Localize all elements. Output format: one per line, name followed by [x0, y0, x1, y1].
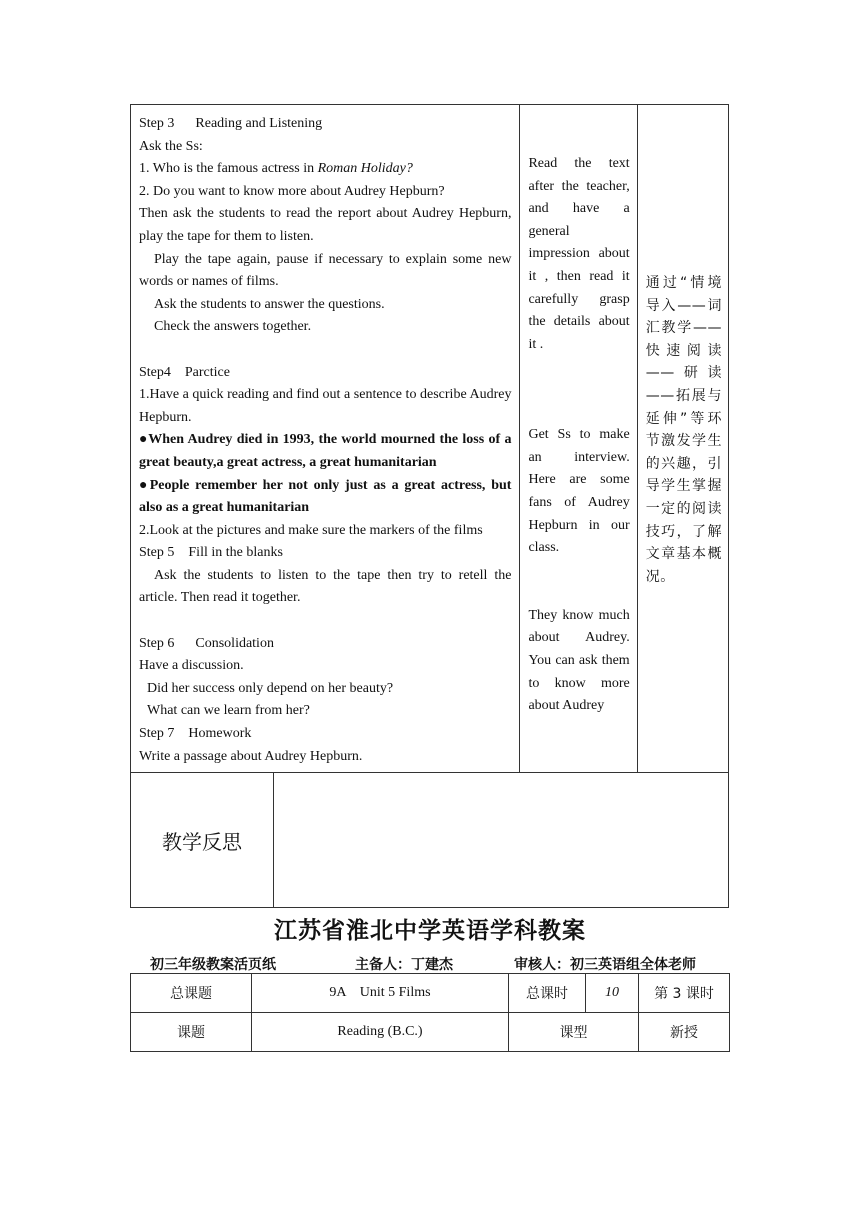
bullet-sentence-2: ●People remember her not only just as a great actress, but also as a great humanitarian: [139, 477, 512, 516]
step7-heading: Step 7 Homework: [139, 726, 252, 742]
know-much-activity: They know much about Audrey. You can ask them to know more about Audrey: [528, 607, 630, 714]
preparer-label: 主备人：丁建杰: [355, 957, 453, 973]
reflection-content: [274, 773, 729, 907]
type-value: 新授: [639, 1013, 730, 1052]
step3-heading: Step 3 Reading and Listening: [139, 116, 323, 131]
reflection-row: [131, 773, 729, 908]
look-pictures-text: 2.Look at the pictures and make sure the markers of the films: [139, 522, 483, 538]
total-hours-label: 总课时: [509, 974, 586, 1013]
lesson-label: 课题: [131, 1013, 252, 1052]
quick-reading-text: 1.Have a quick reading and find out a sentence to describe Audrey Hepburn.: [139, 387, 512, 425]
then-ask-text: Then ask the students to read the report about Audrey Hepburn, play the tape for them to listen.: [139, 206, 512, 244]
lesson-number: 第 3 课时: [639, 974, 730, 1013]
lesson-info-table: [130, 973, 730, 1052]
reviewer-label: 审核人：初三英语组全体老师: [514, 957, 696, 973]
play-again-text: Play the tape again, pause if necessary to explain some new words or names of films.: [139, 251, 512, 290]
listen-retell-text: Ask the students to listen to the tape then try to retell the article. Then read it together.: [139, 567, 512, 606]
design-intent-cell: [637, 105, 728, 773]
lesson-value: Reading (B.C.): [252, 1013, 509, 1052]
teaching-procedure-cell: [131, 105, 520, 773]
grade-sheet-label: 初三年级教案活页纸: [150, 957, 276, 973]
page-title: 江苏省淮北中学英语学科教案: [274, 918, 586, 944]
step6-heading: Step 6 Consolidation: [139, 635, 274, 651]
step4-heading: Step4 Parctice: [139, 364, 230, 380]
read-text-activity: Read the text after the teacher, and have a general impression about it , then read it carefully grasp the details about it .: [528, 156, 630, 352]
learn-question: What can we learn from her?: [147, 703, 310, 719]
step5-heading: Step 5 Fill in the blanks: [139, 545, 283, 561]
topic-value: 9A Unit 5 Films: [252, 974, 509, 1013]
reflection-label: 教学反思: [131, 773, 274, 907]
ask-answer-text: Ask the students to answer the questions.: [154, 296, 385, 312]
success-question: Did her success only depend on her beauty?: [147, 680, 394, 696]
topic-label: 总课题: [131, 974, 252, 1013]
lesson-plan-table: [130, 104, 729, 908]
question-2: 2. Do you want to know more about Audrey Hepburn?: [139, 183, 445, 199]
homework-text: Write a passage about Audrey Hepburn.: [139, 748, 363, 764]
total-hours-value: 10: [586, 974, 639, 1013]
question-1: 1. Who is the famous actress in Roman Holiday?: [139, 161, 413, 177]
discussion-text: Have a discussion.: [139, 658, 244, 674]
student-activity-cell: [520, 105, 637, 773]
type-label: 课型: [509, 1013, 639, 1052]
design-intent-text: 通过“情境导入——词汇教学——快速阅读——研读——拓展与延伸”等环节激发学生的兴趣，引导学生掌握一定的阅读技巧，了解文章基本概况。: [645, 275, 722, 585]
check-text: Check the answers together.: [154, 319, 312, 335]
interview-activity: Get Ss to make an interview. Here are some fans of Audrey Hepburn in our class.: [528, 427, 630, 556]
ask-ss: Ask the Ss:: [139, 138, 203, 154]
bullet-sentence-1: ●When Audrey died in 1993, the world mourned the loss of a great beauty,a great actress, a great humanitarian: [139, 432, 512, 470]
